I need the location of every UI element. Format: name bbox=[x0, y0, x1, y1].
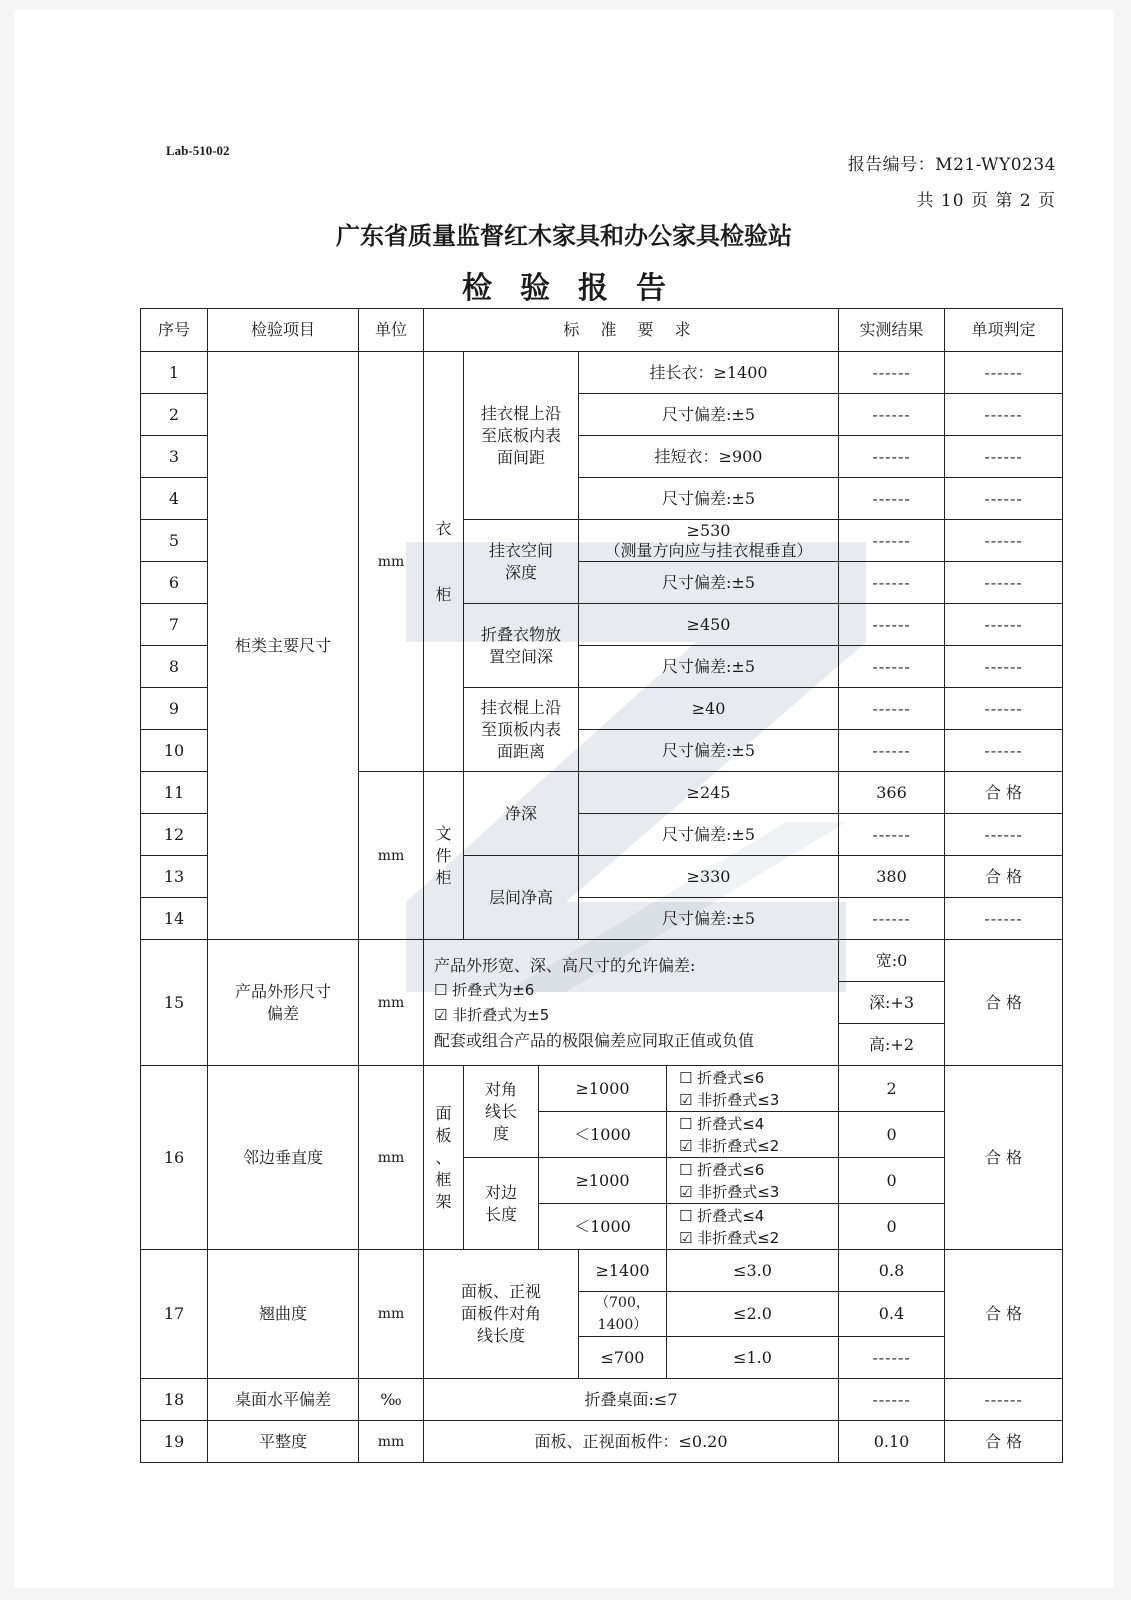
measured-cell: 380 bbox=[839, 856, 945, 898]
requirement-cell: 尺寸偏差:±5 bbox=[579, 478, 839, 520]
measured-cell: ------ bbox=[839, 604, 945, 646]
col-item: 检验项目 bbox=[208, 309, 359, 352]
verdict-cell: 合 格 bbox=[945, 940, 1063, 1066]
seq-cell: 14 bbox=[141, 898, 208, 940]
seq-cell: 4 bbox=[141, 478, 208, 520]
measured-cell: 0.4 bbox=[839, 1292, 945, 1337]
measured-cell: ------ bbox=[839, 730, 945, 772]
measured-height: 高:+2 bbox=[839, 1024, 945, 1066]
table-row bbox=[141, 1421, 1063, 1463]
measured-cell: ------ bbox=[839, 1379, 945, 1421]
document-title: 检验报告 bbox=[462, 271, 694, 306]
outline-requirement bbox=[424, 940, 839, 1066]
item-tabletop-level: 桌面水平偏差 bbox=[208, 1379, 359, 1421]
measured-cell: ------ bbox=[839, 1337, 945, 1379]
fold-limit: ☐ 折叠式≤4 bbox=[679, 1114, 765, 1133]
measured-cell: 0 bbox=[839, 1112, 945, 1158]
measured-cell: ------ bbox=[839, 436, 945, 478]
table-row bbox=[141, 352, 1063, 394]
lab-code: Lab-510-02 bbox=[166, 143, 230, 158]
requirement-cell: ≥245 bbox=[579, 772, 839, 814]
limit-cell bbox=[667, 1204, 839, 1250]
verdict-cell: ------ bbox=[945, 688, 1063, 730]
requirement-cell: 挂短衣：≥900 bbox=[579, 436, 839, 478]
seq-cell: 8 bbox=[141, 646, 208, 688]
verdict-cell: ------ bbox=[945, 394, 1063, 436]
verdict-cell: ------ bbox=[945, 520, 1063, 562]
outline-req-line1: 产品外形宽、深、高尺寸的允许偏差: bbox=[434, 955, 696, 975]
fold-limit: ☐ 折叠式≤6 bbox=[679, 1068, 765, 1087]
unit-cell: mm bbox=[359, 1250, 424, 1379]
measured-width: 宽:0 bbox=[839, 940, 945, 982]
diagonal-length-label: 对角 线长 度 bbox=[464, 1066, 539, 1158]
nonfold-limit: ☑ 非折叠式≤2 bbox=[679, 1228, 780, 1247]
unit-cell: mm bbox=[359, 1066, 424, 1250]
item-perpendicularity: 邻边垂直度 bbox=[208, 1066, 359, 1250]
seq-cell: 13 bbox=[141, 856, 208, 898]
seq-cell: 5 bbox=[141, 520, 208, 562]
verdict-cell: ------ bbox=[945, 898, 1063, 940]
table-row bbox=[141, 940, 1063, 982]
limit-cell: ≤1.0 bbox=[667, 1337, 839, 1379]
limit-cell: ≤3.0 bbox=[667, 1250, 839, 1292]
outline-req-line4: 配套或组合产品的极限偏差应同取正值或负值 bbox=[434, 1030, 755, 1050]
wardrobe-label: 衣 柜 bbox=[424, 352, 464, 772]
measured-cell: ------ bbox=[839, 562, 945, 604]
col-seq: 序号 bbox=[141, 309, 208, 352]
measured-cell: ------ bbox=[839, 520, 945, 562]
requirement-cell: ≥330 bbox=[579, 856, 839, 898]
filecab-label: 文 件 柜 bbox=[424, 772, 464, 940]
requirement-cell: 尺寸偏差:±5 bbox=[579, 898, 839, 940]
requirement-cell: 尺寸偏差:±5 bbox=[579, 562, 839, 604]
measured-cell: ------ bbox=[839, 478, 945, 520]
seq-cell: 7 bbox=[141, 604, 208, 646]
nonfold-limit: ☑ 非折叠式≤3 bbox=[679, 1182, 780, 1201]
requirement-cell: 折叠桌面:≤7 bbox=[424, 1379, 839, 1421]
seq-cell: 3 bbox=[141, 436, 208, 478]
measured-cell: ------ bbox=[839, 898, 945, 940]
seq-cell: 17 bbox=[141, 1250, 208, 1379]
measured-cell: ------ bbox=[839, 352, 945, 394]
verdict-cell: ------ bbox=[945, 730, 1063, 772]
report-page bbox=[14, 10, 1114, 1588]
outline-req-line2: ☐ 折叠式为±6 bbox=[434, 980, 535, 999]
item-cabinet-dimensions: 柜类主要尺寸 bbox=[208, 352, 359, 940]
range-cell: ≥1000 bbox=[539, 1158, 667, 1204]
verdict-cell: ------ bbox=[945, 478, 1063, 520]
verdict-cell: ------ bbox=[945, 1379, 1063, 1421]
requirement-cell: 尺寸偏差:±5 bbox=[579, 814, 839, 856]
table-row bbox=[141, 1066, 1063, 1112]
fold-depth-label: 折叠衣物放 置空间深 bbox=[464, 604, 579, 688]
nonfold-limit: ☑ 非折叠式≤3 bbox=[679, 1090, 780, 1109]
measured-cell: 0 bbox=[839, 1158, 945, 1204]
range-cell: ≥1400 bbox=[579, 1250, 667, 1292]
verdict-cell: ------ bbox=[945, 352, 1063, 394]
measured-cell: 0.8 bbox=[839, 1250, 945, 1292]
unit-cell: mm bbox=[359, 772, 424, 940]
requirement-cell: 面板、正视面板件：≤0.20 bbox=[424, 1421, 839, 1463]
col-standard: 标 准 要 求 bbox=[424, 309, 839, 352]
seq-cell: 2 bbox=[141, 394, 208, 436]
outline-req-line3: ☑ 非折叠式为±5 bbox=[434, 1005, 550, 1024]
layer-height-label: 层间净高 bbox=[464, 856, 579, 940]
range-cell: ≥1000 bbox=[539, 1066, 667, 1112]
verdict-cell: ------ bbox=[945, 646, 1063, 688]
seq-cell: 19 bbox=[141, 1421, 208, 1463]
verdict-cell: 合 格 bbox=[945, 856, 1063, 898]
verdict-cell: 合 格 bbox=[945, 1250, 1063, 1379]
hang-depth-label: 挂衣空间 深度 bbox=[464, 520, 579, 604]
table-header-row bbox=[141, 309, 1063, 352]
nonfold-limit: ☑ 非折叠式≤2 bbox=[679, 1136, 780, 1155]
requirement-cell: 尺寸偏差:±5 bbox=[579, 394, 839, 436]
requirement-cell: 挂长衣：≥1400 bbox=[579, 352, 839, 394]
unit-cell: ‰ bbox=[359, 1379, 424, 1421]
table-row bbox=[141, 1379, 1063, 1421]
item-warpage: 翘曲度 bbox=[208, 1250, 359, 1379]
verdict-cell: ------ bbox=[945, 562, 1063, 604]
range-cell: ＜1000 bbox=[539, 1204, 667, 1250]
unit-cell: mm bbox=[359, 940, 424, 1066]
requirement-cell: 尺寸偏差:±5 bbox=[579, 730, 839, 772]
limit-cell: ≤2.0 bbox=[667, 1292, 839, 1337]
panel-frame-label: 面 板 、 框 架 bbox=[424, 1066, 464, 1250]
hang-bottom-label: 挂衣棍上沿 至底板内表 面间距 bbox=[464, 352, 579, 520]
requirement-cell: ≥40 bbox=[579, 688, 839, 730]
measured-cell: ------ bbox=[839, 814, 945, 856]
unit-cell: mm bbox=[359, 352, 424, 772]
verdict-cell: 合 格 bbox=[945, 772, 1063, 814]
measured-cell: ------ bbox=[839, 646, 945, 688]
col-unit: 单位 bbox=[359, 309, 424, 352]
hang-top-label: 挂衣棍上沿 至顶板内表 面距离 bbox=[464, 688, 579, 772]
col-measured: 实测结果 bbox=[839, 309, 945, 352]
table-row bbox=[141, 1250, 1063, 1292]
measured-cell: ------ bbox=[839, 688, 945, 730]
fold-limit: ☐ 折叠式≤6 bbox=[679, 1160, 765, 1179]
seq-cell: 9 bbox=[141, 688, 208, 730]
side-length-label: 对边 长度 bbox=[464, 1158, 539, 1250]
col-verdict: 单项判定 bbox=[945, 309, 1063, 352]
fold-limit: ☐ 折叠式≤4 bbox=[679, 1206, 765, 1225]
seq-cell: 10 bbox=[141, 730, 208, 772]
item-flatness: 平整度 bbox=[208, 1421, 359, 1463]
seq-cell: 1 bbox=[141, 352, 208, 394]
station-name: 广东省质量监督红木家具和办公家具检验站 bbox=[336, 222, 792, 250]
measured-depth: 深:+3 bbox=[839, 982, 945, 1024]
requirement-cell: 尺寸偏差:±5 bbox=[579, 646, 839, 688]
verdict-cell: ------ bbox=[945, 814, 1063, 856]
limit-cell bbox=[667, 1112, 839, 1158]
seq-cell: 6 bbox=[141, 562, 208, 604]
requirement-cell: ≥530 （测量方向应与挂衣棍垂直） bbox=[579, 520, 839, 562]
warpage-desc: 面板、正视 面板件对角 线长度 bbox=[424, 1250, 579, 1379]
measured-cell: 2 bbox=[839, 1066, 945, 1112]
range-cell: （700，1400） bbox=[579, 1292, 667, 1337]
verdict-cell: 合 格 bbox=[945, 1066, 1063, 1250]
inspection-table bbox=[140, 308, 1063, 1463]
measured-cell: 366 bbox=[839, 772, 945, 814]
seq-cell: 18 bbox=[141, 1379, 208, 1421]
requirement-cell: ≥450 bbox=[579, 604, 839, 646]
seq-cell: 16 bbox=[141, 1066, 208, 1250]
net-depth-label: 净深 bbox=[464, 772, 579, 856]
seq-cell: 11 bbox=[141, 772, 208, 814]
verdict-cell: 合 格 bbox=[945, 1421, 1063, 1463]
verdict-cell: ------ bbox=[945, 436, 1063, 478]
measured-cell: 0.10 bbox=[839, 1421, 945, 1463]
range-cell: ＜1000 bbox=[539, 1112, 667, 1158]
seq-cell: 15 bbox=[141, 940, 208, 1066]
unit-cell: mm bbox=[359, 1421, 424, 1463]
measured-cell: 0 bbox=[839, 1204, 945, 1250]
limit-cell bbox=[667, 1066, 839, 1112]
verdict-cell: ------ bbox=[945, 604, 1063, 646]
item-outline-deviation: 产品外形尺寸 偏差 bbox=[208, 940, 359, 1066]
seq-cell: 12 bbox=[141, 814, 208, 856]
measured-cell: ------ bbox=[839, 394, 945, 436]
limit-cell bbox=[667, 1158, 839, 1204]
report-number: 报告编号：M21-WY0234 bbox=[847, 155, 1056, 175]
page-info: 共 10 页 第 2 页 bbox=[916, 191, 1056, 211]
range-cell: ≤700 bbox=[579, 1337, 667, 1379]
